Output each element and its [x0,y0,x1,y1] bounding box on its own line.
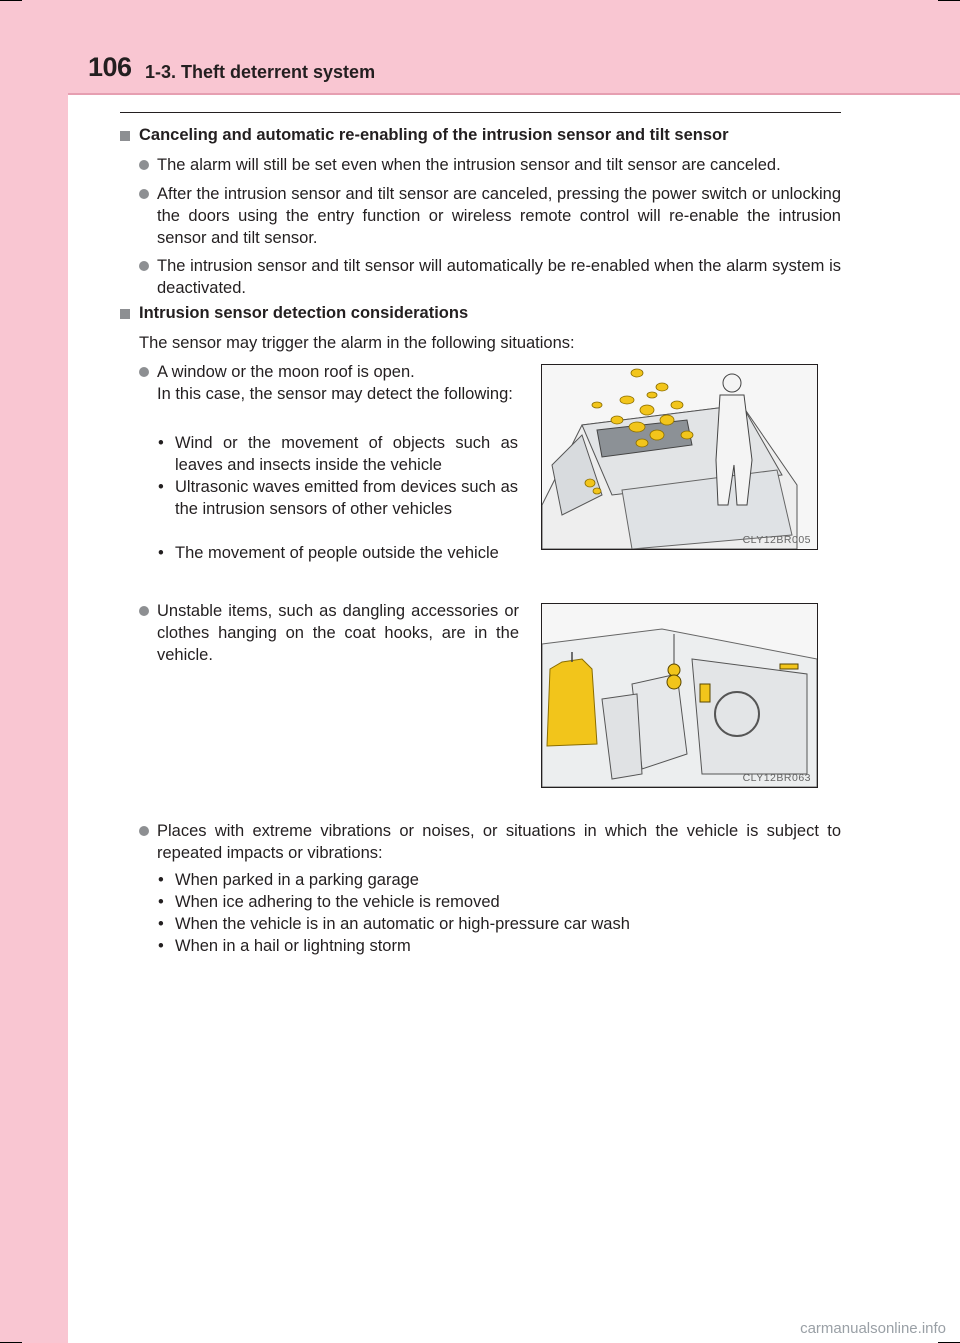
bullet-auto-re-enable [139,255,841,299]
bullet-text: Unstable items, such as dangling accessories or clothes hanging on the coat hooks, are in the vehicle. [157,602,519,664]
sub-text: The movement of people outside the vehicle [175,544,499,562]
crop-mark-tr [938,0,960,1]
heading-text: Intrusion sensor detection considerations [139,304,469,322]
dot-marker: • [158,478,164,496]
square-bullet-icon [120,309,130,319]
detection-intro: The sensor may trigger the alarm in the following situations: [139,334,575,352]
dot-marker: • [158,544,164,562]
sub-ice-removed [158,891,838,913]
dot-marker: • [158,893,164,911]
sub-text: When parked in a parking garage [175,871,419,889]
dot-marker: • [158,937,164,955]
circle-bullet-icon [139,826,149,836]
heading-detection [120,304,468,323]
bullet-text: Places with extreme vibrations or noises, or situations in which the vehicle is subject to repeated impacts or vibrations: [157,822,841,862]
figure-moon-roof [541,364,818,550]
bullet-text: After the intrusion sensor and tilt sensor are canceled, pressing the power switch or unlocking the doors using the entry function or wireless remote control will re-enable the intrusion sensor and tilt sensor. [157,185,841,247]
sub-hail-storm [158,935,838,957]
sub-car-wash [158,913,838,935]
sub-ultrasonic [158,476,518,520]
car-cabin-illustration [542,604,817,787]
car-moon-roof-illustration [542,365,817,549]
watermark: carmanualsonline.info [800,1320,946,1337]
bullet-text: The alarm will still be set even when the intrusion sensor and tilt sensor are canceled. [157,156,781,174]
sub-text: Wind or the movement of objects such as leaves and insects inside the vehicle [175,434,518,474]
figure-cabin-coat [541,603,818,788]
sub-people [158,542,518,564]
circle-bullet-icon [139,367,149,377]
square-bullet-icon [120,131,130,141]
top-rule [120,112,841,113]
bullet-unstable-items [139,600,519,666]
sub-text: Ultrasonic waves emitted from devices such as the intrusion sensors of other vehicles [175,478,518,518]
bullet-re-enable [139,183,841,249]
sub-text: When the vehicle is in an automatic or high-pressure car wash [175,915,630,933]
header-divider [68,93,960,95]
heading-text: Canceling and automatic re-enabling of the intrusion sensor and tilt sensor [139,126,729,144]
circle-bullet-icon [139,189,149,199]
sub-text: When ice adhering to the vehicle is removed [175,893,500,911]
section-title: 1-3. Theft deterrent system [145,62,376,82]
page-number: 106 [88,52,132,82]
dot-marker: • [158,871,164,889]
bullet-text: The intrusion sensor and tilt sensor will automatically be re-enabled when the alarm system is deactivated. [157,257,841,297]
heading-canceling [120,126,729,145]
figure-code: CLY12BR005 [742,534,811,546]
figure-code: CLY12BR063 [742,772,811,784]
bullet-vibrations [139,820,841,864]
circle-bullet-icon [139,606,149,616]
bullet-text: A window or the moon roof is open. In this case, the sensor may detect the following: [157,363,513,403]
side-tab [0,0,68,1343]
bullet-window-open [139,361,519,405]
circle-bullet-icon [139,160,149,170]
sub-parking-garage [158,869,838,891]
sub-wind [158,432,518,476]
dot-marker: • [158,915,164,933]
bullet-alarm-still-set [139,154,841,176]
circle-bullet-icon [139,261,149,271]
sub-text: When in a hail or lightning storm [175,937,411,955]
crop-mark-tl [0,0,22,1]
dot-marker: • [158,434,164,452]
